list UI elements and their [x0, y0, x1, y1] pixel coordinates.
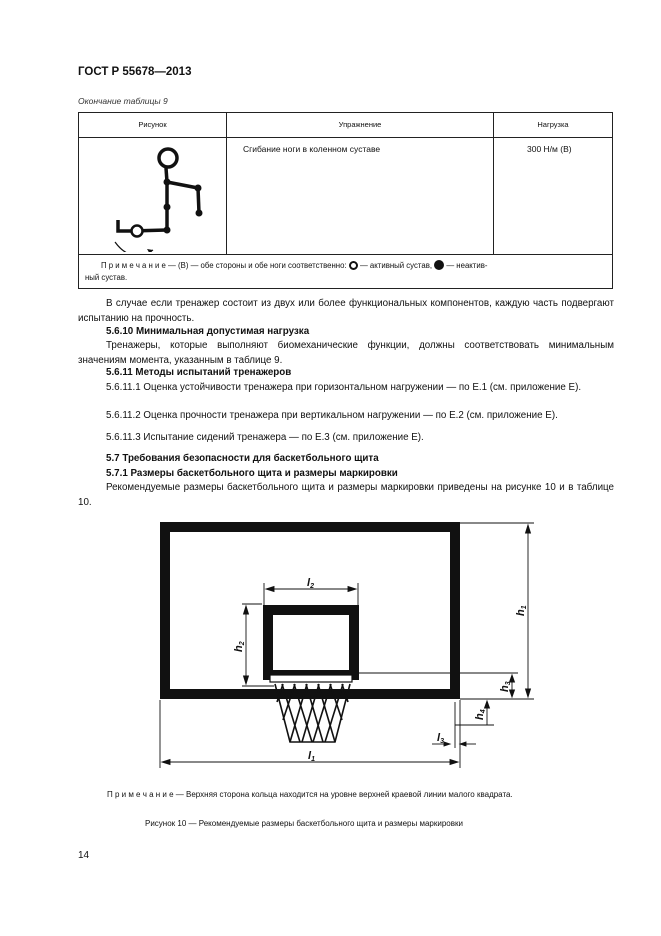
heading-5-7: 5.7 Требования безопасности для баскетбольного щита — [106, 453, 379, 464]
paragraph-figure-reference: Рекомендуемые размеры баскетбольного щита и размеры маркировки приведены на рисунке 10 и в таблице 10. — [78, 482, 614, 508]
table-continuation-label: Окончание таблицы 9 — [78, 96, 168, 106]
basket-ring — [270, 675, 352, 682]
paragraph-5-6-11-2: 5.6.11.2 Оценка прочности тренажера при вертикальном нагружении — по Е.2 (см. приложение Е). — [106, 410, 558, 421]
label-h2: h2 — [233, 641, 246, 652]
figure-note — [107, 790, 617, 799]
paragraph-functional-components: В случае если тренажер состоит из двух или более функциональных компонентов, каждую часть подвергают испытанию на прочность. — [78, 298, 614, 324]
table-note-text-2: — активный сустав, — [357, 261, 432, 270]
heading-5-6-10: 5.6.10 Минимальная допустимая нагрузка — [106, 326, 310, 337]
figure-note-label: П р и м е ч а н и е — [107, 790, 174, 799]
paragraph-5-6-11-3: 5.6.11.3 Испытание сидений тренажера — по Е.3 (см. приложение Е). — [106, 432, 424, 443]
table-cell-load: 300 Н/м (В) — [494, 138, 613, 255]
table-note-text-1: — (В) — обе стороны и обе ноги соответственно: — [165, 261, 347, 270]
label-l1: l1 — [308, 750, 315, 763]
heading-5-7-1: 5.7.1 Размеры баскетбольного щита и размеры маркировки — [106, 468, 398, 479]
page-number: 14 — [78, 850, 90, 861]
label-h1: h1 — [515, 605, 528, 616]
label-h3: h3 — [499, 681, 512, 692]
document-header: ГОСТ Р 55678—2013 — [78, 66, 192, 78]
label-l3: l3 — [437, 732, 444, 745]
table-note-label: П р и м е ч а н и е — [101, 261, 166, 270]
table-note-text-3: — неактив- — [444, 261, 488, 270]
column-header-figure: Рисунок — [79, 113, 227, 138]
column-header-load: Нагрузка — [494, 113, 613, 138]
heading-5-6-11: 5.6.11 Методы испытаний тренажеров — [106, 367, 292, 378]
label-h4: h4 — [474, 709, 487, 720]
table-cell-exercise: Сгибание ноги в коленном суставе — [227, 138, 494, 255]
column-header-exercise: Упражнение — [227, 113, 494, 138]
target-square — [268, 610, 354, 675]
paragraph-5-6-11-1: 5.6.11.1 Оценка устойчивости тренажера при горизонтальном нагружении — по Е.1 (см. приложение Е). — [106, 382, 582, 393]
table-note-text-4: ный сустав. — [85, 273, 128, 282]
figure-note-text: — Верхняя сторона кольца находится на уровне верхней краевой линии малого квадрата. — [173, 790, 513, 799]
paragraph-minimum-load: Тренажеры, которые выполняют биомеханические функции, должны соответствовать минимальным значениям момента, указанным в таблице 9. — [78, 340, 614, 366]
figure-caption: Рисунок 10 — Рекомендуемые размеры баскетбольного щита и размеры маркировки — [145, 819, 463, 828]
label-l2: l2 — [307, 577, 314, 590]
